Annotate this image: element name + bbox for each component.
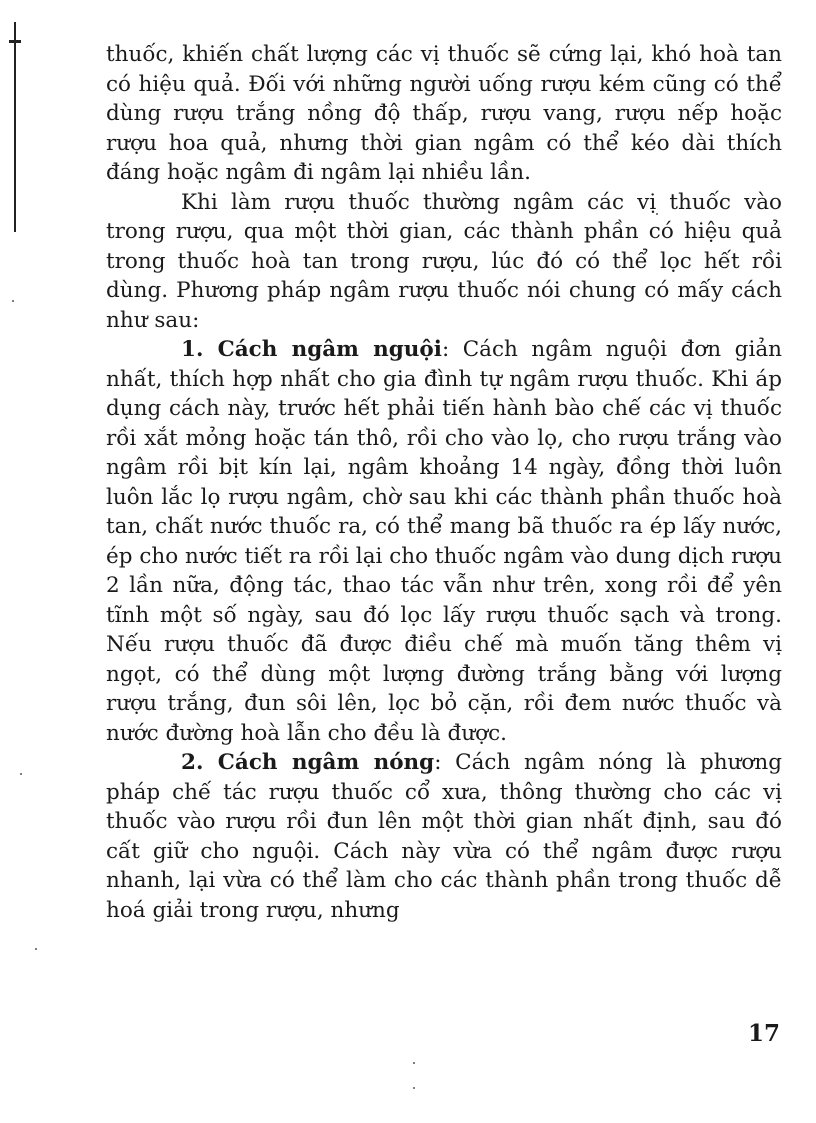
- scan-speck: [413, 1087, 415, 1089]
- paragraph-text: Khi làm rượu thuốc thường ngâm các vị thuốc vào trong rượu, qua một thời gian, các thành phần có hiệu quả trong thuốc hoà tan trong rượu, lúc đó có thể lọc hết rồi dùng. Phương pháp ngâm rượu thuốc nói chung có mấy cách như sau:: [106, 189, 782, 333]
- binding-edge-line: [14, 22, 16, 232]
- scan-speck: [20, 773, 22, 775]
- paragraph-intro: [106, 188, 782, 336]
- scan-speck: [35, 948, 37, 950]
- section-heading: 1. Cách ngâm nguội: [181, 337, 442, 362]
- page-number: 17: [747, 1020, 780, 1047]
- paragraph-text: : Cách ngâm nguội đơn giản nhất, thích hợp nhất cho gia đình tự ngâm rượu thuốc. Khi áp dụng cách này, trước hết phải tiến hành bào chế các vị thuốc rồi xắt mỏng hoặc tán thô, rồi cho vào lọ, cho rượu trắng vào ngâm rồi bịt kín lại, ngâm khoảng 14 ngày, đồng thời luôn luôn lắc lọ rượu ngâm, chờ sau khi các thành phần thuốc hoà tan, chất nước thuốc ra, có thể mang bã thuốc ra ép lấy nước, ép cho nước tiết ra rồi lại cho thuốc ngâm vào dung dịch rượu 2 lần nữa, động tác, thao tác vẫn như trên, xong rồi để yên tĩnh một số ngày, sau đó lọc lấy rượu thuốc sạch và trong. Nếu rượu thuốc đã được điều chế mà muốn tăng thêm vị ngọt, có thể dùng một lượng đường trắng bằng với lượng rượu trắng, đun sôi lên, lọc bỏ cặn, rồi đem nước thuốc và nước đường hoà lẫn cho đều là được.: [106, 337, 782, 746]
- scan-speck: [12, 300, 14, 302]
- paragraph-hot-method: [106, 748, 782, 925]
- binding-edge-tick: [9, 40, 21, 43]
- paragraph-text: : Cách ngâm nóng là phương pháp chế tác rượu thuốc cổ xưa, thông thường cho các vị thuốc vào rượu rồi đun lên một thời gian nhất định, sau đó cất giữ cho nguội. Cách này vừa có thể ngâm được rượu nhanh, lại vừa có thể làm cho các thành phần trong thuốc dễ hoá giải trong rượu, nhưng: [106, 750, 782, 923]
- body-text: [106, 40, 782, 925]
- paragraph-continuation: [106, 40, 782, 188]
- paragraph-cold-method: [106, 335, 782, 748]
- section-heading: 2. Cách ngâm nóng: [181, 750, 435, 775]
- scan-speck: [413, 1062, 415, 1064]
- paragraph-text: thuốc, khiến chất lượng các vị thuốc sẽ cứng lại, khó hoà tan có hiệu quả. Đối với những người uống rượu kém cũng có thể dùng rượu trắng nồng độ thấp, rượu vang, rượu nếp hoặc rượu hoa quả, nhưng thời gian ngâm có thể kéo dài thích đáng hoặc ngâm đi ngâm lại nhiều lần.: [106, 42, 782, 185]
